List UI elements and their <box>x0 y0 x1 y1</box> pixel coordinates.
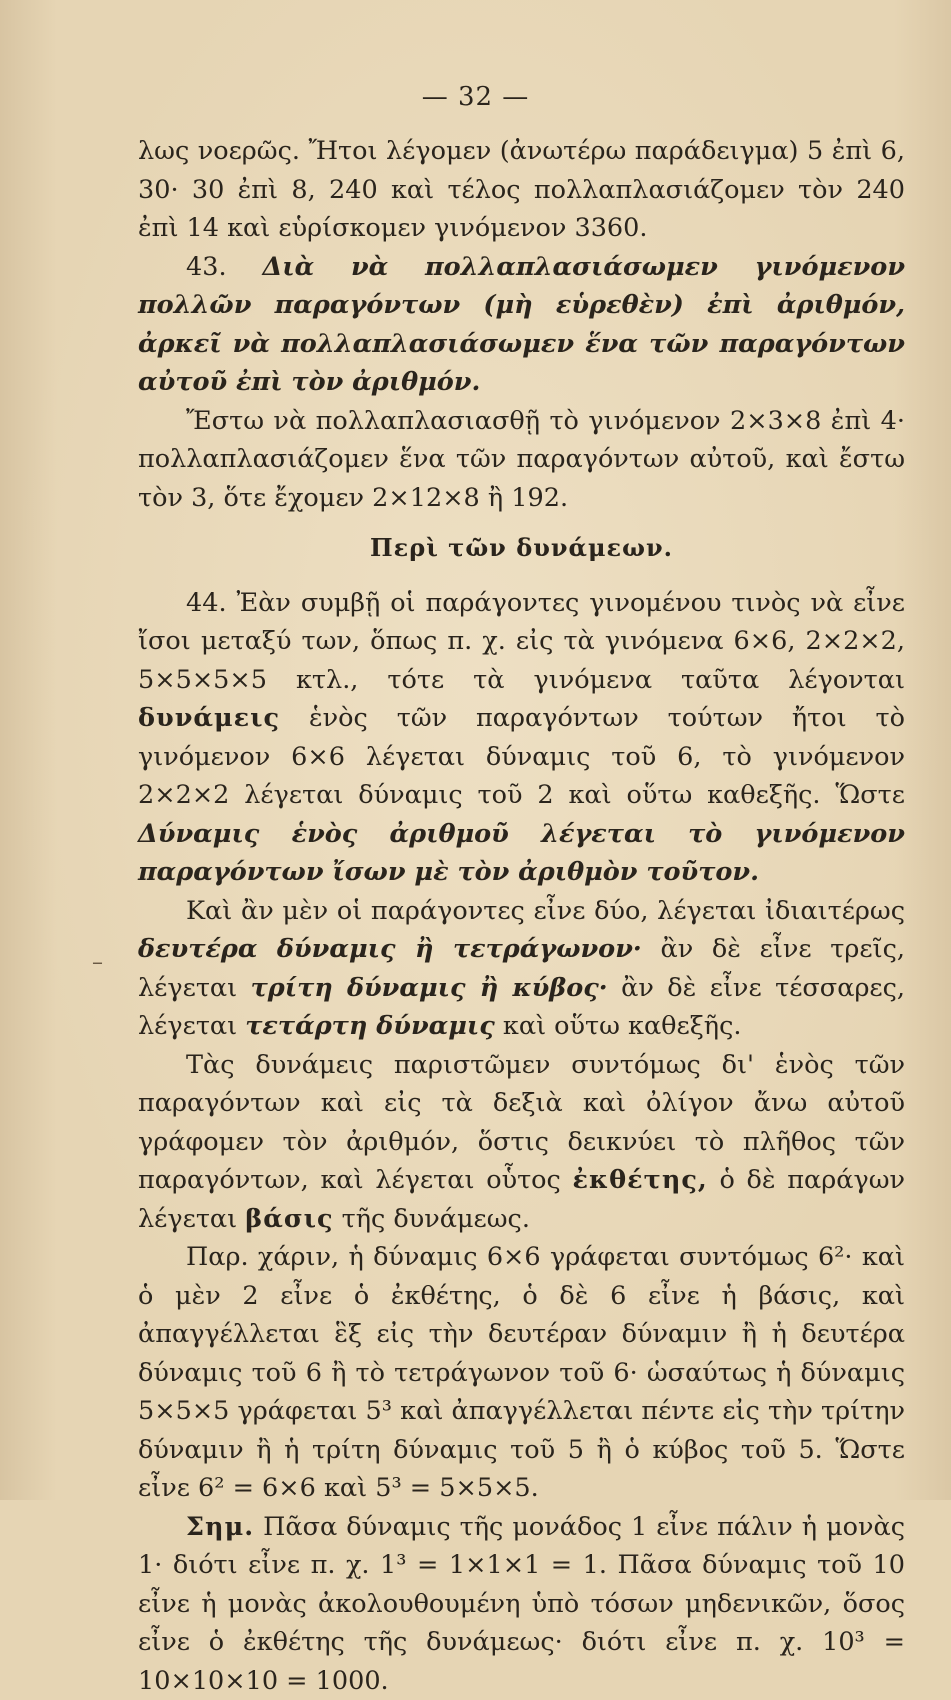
section-number: 43. <box>186 252 227 282</box>
term-cube: τρίτη δύναμις ἢ κύβος· <box>251 973 608 1003</box>
text-part: ἂν δὲ εἶνε τέσσαρες, λέγεται <box>138 973 905 1042</box>
example-powers-paragraph: Παρ. χάριν, ἡ δύναμις 6×6 γράφεται συντόμως 6²· καὶ ὁ μὲν 2 εἶνε ὁ ἐκθέτης, ὁ δὲ 6 εἶνε ἡ βάσις, καὶ ἀπαγγέλλεται ἓξ εἰς τὴν δευτέραν δύναμιν ἢ ἡ δευτέρα δύναμις τοῦ 6 ἢ τὸ τετράγωνον τοῦ 6· ὡσαύτως ἡ δύναμις 5×5×5 γράφεται 5³ καὶ ἀπαγγέλλεται πέντε εἰς τὴν τρίτην δύναμιν ἢ ἡ τρίτη δύναμις τοῦ 5 ἢ ὁ κύβος τοῦ 5. Ὥστε εἶνε 6² = 6×6 καὶ 5³ = 5×5×5. <box>138 1238 905 1508</box>
continuation-paragraph: λως νοερῶς. Ἤτοι λέγομεν (ἀνωτέρω παράδειγμα) 5 ἐπὶ 6, 30· 30 ἐπὶ 8, 240 καὶ τέλος πολλαπλασιάζομεν τὸν 240 ἐπὶ 14 καὶ εὑρίσκομεν γινόμενον 3360. <box>138 132 905 248</box>
note-label: Σημ. <box>186 1512 254 1542</box>
text-part: ὁ δὲ παράγων λέγεται <box>138 1165 905 1234</box>
page-number: — 32 — <box>0 82 951 112</box>
powers-names-paragraph <box>138 892 905 1046</box>
term-exponent: ἐκθέτης, <box>573 1165 708 1195</box>
text-part: Καὶ ἂν μὲν οἱ παράγοντες εἶνε δύο, λέγεται ἰδιαιτέρως <box>186 896 905 926</box>
section-heading: Περὶ τῶν δυνάμεων. <box>138 529 905 568</box>
text-part: ἂν δὲ εἶνε τρεῖς, λέγεται <box>138 934 905 1003</box>
note-text: Πᾶσα δύναμις τῆς μονάδος 1 εἶνε πάλιν ἡ μονὰς 1· διότι εἶνε π. χ. 1³ = 1×1×1 = 1. Πᾶσα δύναμις τοῦ 10 εἶνε ἡ μονὰς ἀκολουθουμένη ὑπὸ τόσων μηδενικῶν, ὅσος εἶνε ὁ ἐκθέτης τῆς δυνάμεως· διότι εἶνε π. χ. 10³ = 10×10×10 = 1000. <box>138 1512 905 1696</box>
note-paragraph <box>138 1508 905 1700</box>
term-powers: δυνάμεις <box>138 703 280 733</box>
section-44-paragraph <box>138 584 905 892</box>
margin-mark: – <box>92 950 103 975</box>
example-43-paragraph: Ἔστω νὰ πολλαπλασιασθῇ τὸ γινόμενον 2×3×8 ἐπὶ 4· πολλαπλασιάζομεν ἕνα τῶν παραγόντων αὐτοῦ, καὶ ἔστω τὸν 3, ὅτε ἔχομεν 2×12×8 ἢ 192. <box>138 402 905 518</box>
intro-text: Ἐὰν συμβῇ οἱ παράγοντες γινομένου τινὸς νὰ εἶνε ἴσοι μεταξύ των, ὅπως π. χ. εἰς τὰ γινόμενα 6×6, 2×2×2, 5×5×5×5 κτλ., τότε τὰ γινόμενα ταῦτα λέγονται <box>138 588 905 695</box>
term-square: δευτέρα δύναμις ἢ τετράγωνον· <box>138 934 642 964</box>
explanation-text: ἑνὸς τῶν παραγόντων τούτων ἤτοι τὸ γινόμενον 6×6 λέγεται δύναμις τοῦ 6, τὸ γινόμενον 2×2×2 λέγεται δύναμις τοῦ 2 καὶ οὕτω καθεξῆς. Ὥστε <box>138 703 905 810</box>
section-number: 44. <box>186 588 227 618</box>
term-base: βάσις <box>245 1204 333 1234</box>
text-part: καὶ οὕτω καθεξῆς. <box>503 1011 742 1041</box>
text-part: τῆς δυνάμεως. <box>342 1204 530 1234</box>
rule-text: Διὰ νὰ πολλαπλασιάσωμεν γινόμενον πολλῶν παραγόντων (μὴ εὑρεθὲν) ἐπὶ ἀριθμόν, ἀρκεῖ νὰ πολλαπλασιάσωμεν ἕνα τῶν παραγόντων αὐτοῦ ἐπὶ τὸν ἀριθμόν. <box>138 252 905 398</box>
text-part: Τὰς δυνάμεις παριστῶμεν συντόμως δι' ἑνὸς τῶν παραγόντων καὶ εἰς τὰ δεξιὰ καὶ ὀλίγον ἄνω αὐτοῦ γράφομεν τὸν ἀριθμόν, ὅστις δεικνύει τὸ πλῆθος τῶν παραγόντων, καὶ λέγεται οὗτος <box>138 1050 905 1196</box>
body-text <box>138 132 905 1700</box>
definition-text: Δύναμις ἑνὸς ἀριθμοῦ λέγεται τὸ γινόμενον παραγόντων ἴσων μὲ τὸν ἀριθμὸν τοῦτον. <box>138 819 905 888</box>
rule-43-paragraph <box>138 248 905 402</box>
term-fourth-power: τετάρτη δύναμις <box>245 1011 495 1041</box>
notation-paragraph <box>138 1046 905 1239</box>
